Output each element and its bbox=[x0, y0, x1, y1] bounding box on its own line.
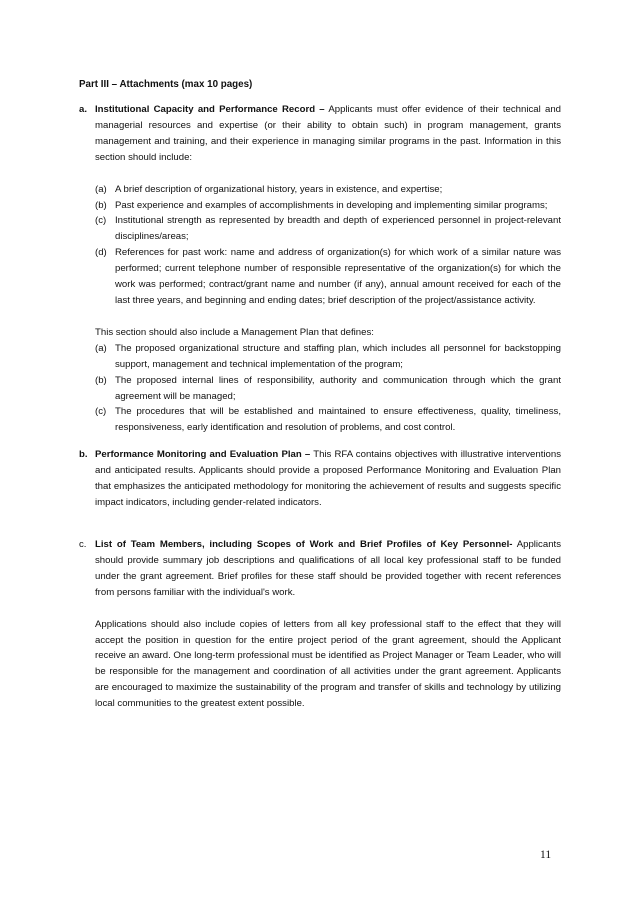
list-item: (a) A brief description of organizational history, years in existence, and expertise; bbox=[95, 183, 443, 195]
section-c-marker: c. bbox=[79, 539, 87, 550]
section-a-marker: a. bbox=[79, 104, 88, 115]
management-plan-items bbox=[79, 341, 561, 436]
part-title: Part III – Attachments (max 10 pages) bbox=[79, 79, 253, 90]
section-a-intro-text: Applicants must offer evidence of their technical and managerial resources and expertise (or their ability to obtain such) in program management, grants management and training, and their experience in managing similar programs in the past. Information in this section should include: bbox=[95, 104, 561, 163]
section-c-paragraph bbox=[79, 537, 561, 601]
section-a bbox=[79, 102, 561, 436]
section-c bbox=[79, 537, 561, 712]
section-b-heading: Performance Monitoring and Evaluation Plan – bbox=[95, 449, 311, 460]
section-b-paragraph bbox=[79, 447, 561, 511]
section-c-paragraph-2: Applications should also include copies of letters from all key professional staff to the effect that they will accept the position in question for the entire project period of the grant agreement, should the Applicant receive an award. One long-term professional must be identified as Project Manager or Team Leader, who will be responsible for the management and coordination of all activities under the grant agreement. Applicants are encouraged to maximize the sustainability of the program and transfer of skills and technology by utilizing local communities to the greatest extent possible. bbox=[95, 618, 561, 710]
page-number: 11 bbox=[540, 849, 552, 861]
list-item: (b) The proposed internal lines of responsibility, authority and communication through which the grant agreement will be managed; bbox=[95, 374, 561, 402]
section-c-heading: List of Team Members, including Scopes of Work and Brief Profiles of Key Personnel- bbox=[95, 539, 513, 550]
section-b-marker: b. bbox=[79, 449, 88, 460]
list-item: (a) The proposed organizational structure and staffing plan, which includes all personnel for backstopping support, management and technical implementation of the program; bbox=[95, 342, 561, 370]
section-c-text: Applicants should provide summary job descriptions and qualifications of all local key professional staff to be funded under the grant agreement. Brief profiles for these staff should be provided together with recent references from persons familiar with the individual's work. bbox=[95, 539, 561, 598]
list-item: (c) The procedures that will be established and maintained to ensure effectiveness, quality, timeliness, responsiveness, early identification and resolution of problems, and cost control. bbox=[95, 406, 561, 434]
list-item: (d) References for past work: name and address of organization(s) for which work of a similar nature was performed; current telephone number of responsible representative of the organization(s) for which the work was performed; contract/grant name and number (if any), annual amount received for each of the last three years, and beginning and ending dates; brief description of the project/assistance activity. bbox=[95, 247, 561, 306]
section-a-heading: Institutional Capacity and Performance Record – bbox=[95, 104, 325, 115]
management-plan-intro: This section should also include a Management Plan that defines: bbox=[95, 326, 374, 338]
list-item: (c) Institutional strength as represented by breadth and depth of experienced personnel in project-relevant disciplines/areas; bbox=[95, 215, 561, 243]
list-item: (b) Past experience and examples of accomplishments in developing and implementing similar programs; bbox=[95, 199, 548, 211]
section-a-items bbox=[79, 182, 561, 309]
section-a-intro bbox=[79, 102, 561, 166]
section-b bbox=[79, 447, 561, 511]
section-b-text: This RFA contains objectives with illustrative interventions and anticipated results. Applicants should provide a proposed Performance Monitoring and Evaluation Plan that emphasizes the anticipated methodology for monitoring the achievement of results and suggests specific impact indicators, including gender-related indicators. bbox=[95, 449, 561, 508]
